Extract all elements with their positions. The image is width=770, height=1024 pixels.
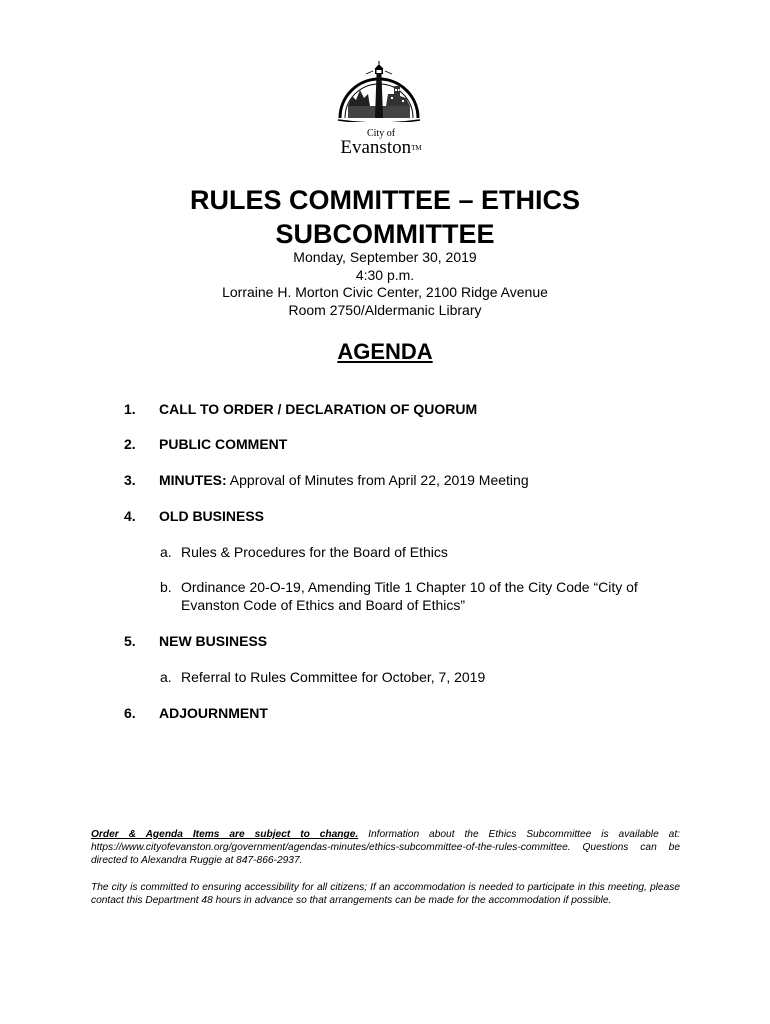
- agenda-item-number: 3.: [124, 472, 136, 488]
- agenda-item-label: MINUTES:: [159, 472, 227, 488]
- city-logo: [326, 56, 436, 156]
- title-line-1: RULES COMMITTEE – ETHICS: [189, 185, 581, 215]
- agenda-item-label: OLD BUSINESS: [159, 508, 265, 524]
- meeting-location: Lorraine H. Morton Civic Center, 2100 Ridge Avenue: [222, 284, 548, 300]
- notice-heading: Order & Agenda Items are subject to change.: [91, 829, 359, 840]
- subitem-text: Ordinance 20-O-19, Amending Title 1 Chapter 10 of the City Code “City of Evanston Code of Ethics and Board of Ethics”: [181, 579, 638, 613]
- agenda-item-number: 2.: [124, 436, 136, 452]
- title-line-2: SUBCOMMITTEE: [275, 219, 495, 249]
- subitem-text: Rules & Procedures for the Board of Ethics: [181, 544, 448, 560]
- city-of-evanston-lighthouse-seal-icon: [336, 56, 422, 122]
- logo-city-name: Evanston™: [340, 137, 422, 158]
- agenda-notice: [91, 828, 680, 867]
- agenda-item-number: 6.: [124, 705, 136, 721]
- agenda-item-label: PUBLIC COMMENT: [159, 436, 288, 452]
- logo-city-of: City of: [366, 128, 396, 139]
- meeting-details: [100, 249, 670, 319]
- page-title: [100, 183, 670, 251]
- meeting-date: Monday, September 30, 2019: [293, 249, 477, 265]
- agenda-item-number: 1.: [124, 401, 136, 417]
- subitem-letter: b.: [160, 579, 172, 595]
- notice-text: Information about the Ethics Subcommittee is available at: https://www.cityofevanston.org/government/agendas-minutes/ethics-subcommittee-of-the-rules-committee. Questions can be directed to Alexandra Ruggie at 847-866-2937.: [91, 829, 680, 866]
- agenda-item-number: 5.: [124, 633, 136, 649]
- agenda-item-label: NEW BUSINESS: [159, 633, 268, 649]
- subitem-letter: a.: [160, 669, 172, 685]
- meeting-room: Room 2750/Aldermanic Library: [288, 301, 482, 318]
- meeting-time: 4:30 p.m.: [355, 266, 415, 283]
- agenda-item-label: ADJOURNMENT: [159, 705, 268, 721]
- agenda-item-text: Approval of Minutes from April 22, 2019 Meeting: [226, 472, 529, 488]
- agenda-heading: AGENDA: [337, 339, 433, 364]
- subitem-letter: a.: [160, 544, 172, 560]
- logo-trademark: TM: [411, 144, 422, 152]
- accessibility-notice: The city is committed to ensuring accessibility for all citizens; If an accommodation is needed to participate in this meeting, please contact this Department 48 hours in advance so that arrangements can be made for the accommodation if possible.: [91, 882, 680, 906]
- subitem-text: Referral to Rules Committee for October, 7, 2019: [181, 669, 486, 685]
- agenda-item-label: CALL TO ORDER / DECLARATION OF QUORUM: [159, 401, 478, 417]
- agenda-item-number: 4.: [124, 508, 136, 524]
